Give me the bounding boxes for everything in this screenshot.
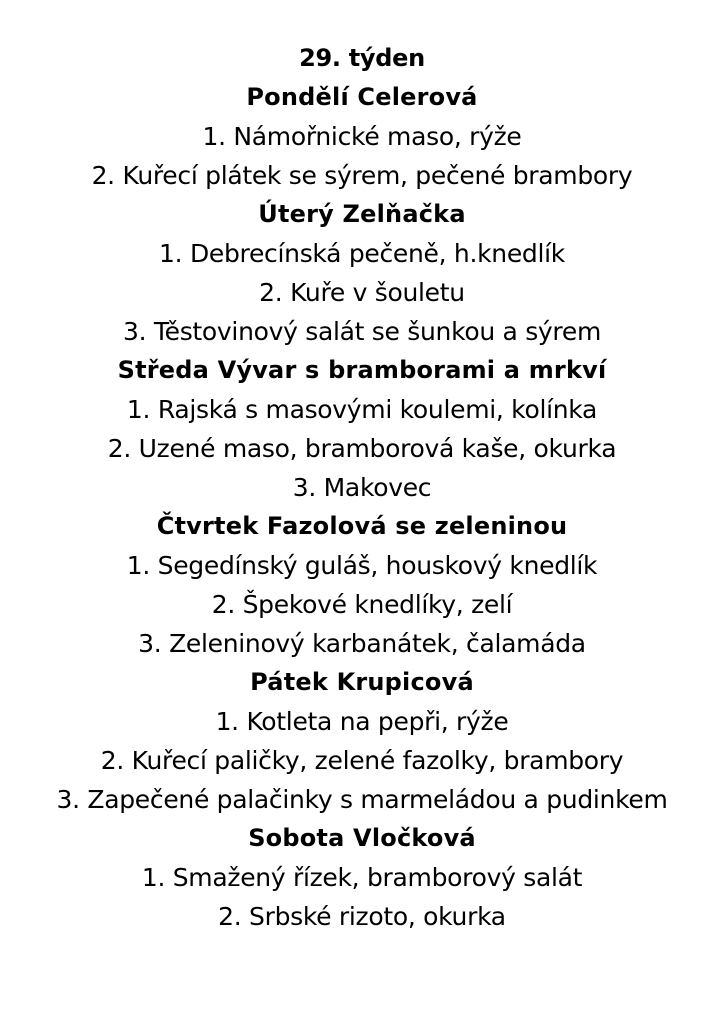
menu-item: 3. Těstovinový salát se šunkou a sýrem	[123, 317, 601, 346]
day-heading-friday: Pátek Krupicová	[250, 668, 474, 696]
menu-item: 1. Segedínský guláš, houskový knedlík	[126, 551, 598, 580]
menu-item: 2. Kuřecí paličky, zelené fazolky, brambory	[100, 746, 624, 775]
menu-item: 1. Debrecínská pečeně, h.knedlík	[159, 239, 565, 268]
menu-item: 2. Kuře v šouletu	[259, 278, 465, 307]
menu-item: 1. Smažený řízek, bramborový salát	[141, 863, 583, 892]
menu-item: 3. Makovec	[292, 473, 432, 502]
day-heading-wednesday: Středa Vývar s bramborami a mrkví	[117, 356, 607, 384]
menu-item: 3. Zeleninový karbanátek, čalamáda	[138, 629, 586, 658]
week-title: 29. týden	[299, 44, 425, 72]
menu-item: 2. Srbské rizoto, okurka	[218, 902, 506, 931]
menu-item: 1. Kotleta na pepři, rýže	[215, 707, 509, 736]
menu-item: 3. Zapečené palačinky s marmeládou a pudinkem	[56, 785, 668, 814]
menu-item: 1. Rajská s masovými koulemi, kolínka	[126, 395, 598, 424]
day-heading-thursday: Čtvrtek Fazolová se zeleninou	[156, 512, 568, 540]
menu-item: 2. Špekové knedlíky, zelí	[211, 590, 513, 619]
day-heading-saturday: Sobota Vločková	[248, 824, 476, 852]
weekly-menu	[0, 39, 724, 936]
day-heading-monday: Pondělí Celerová	[246, 83, 478, 111]
menu-item: 2. Uzené maso, bramborová kaše, okurka	[107, 434, 617, 463]
day-heading-tuesday: Úterý Zelňačka	[258, 200, 466, 228]
menu-item: 1. Námořnické maso, rýže	[202, 122, 522, 151]
menu-item: 2. Kuřecí plátek se sýrem, pečené brambory	[91, 161, 633, 190]
